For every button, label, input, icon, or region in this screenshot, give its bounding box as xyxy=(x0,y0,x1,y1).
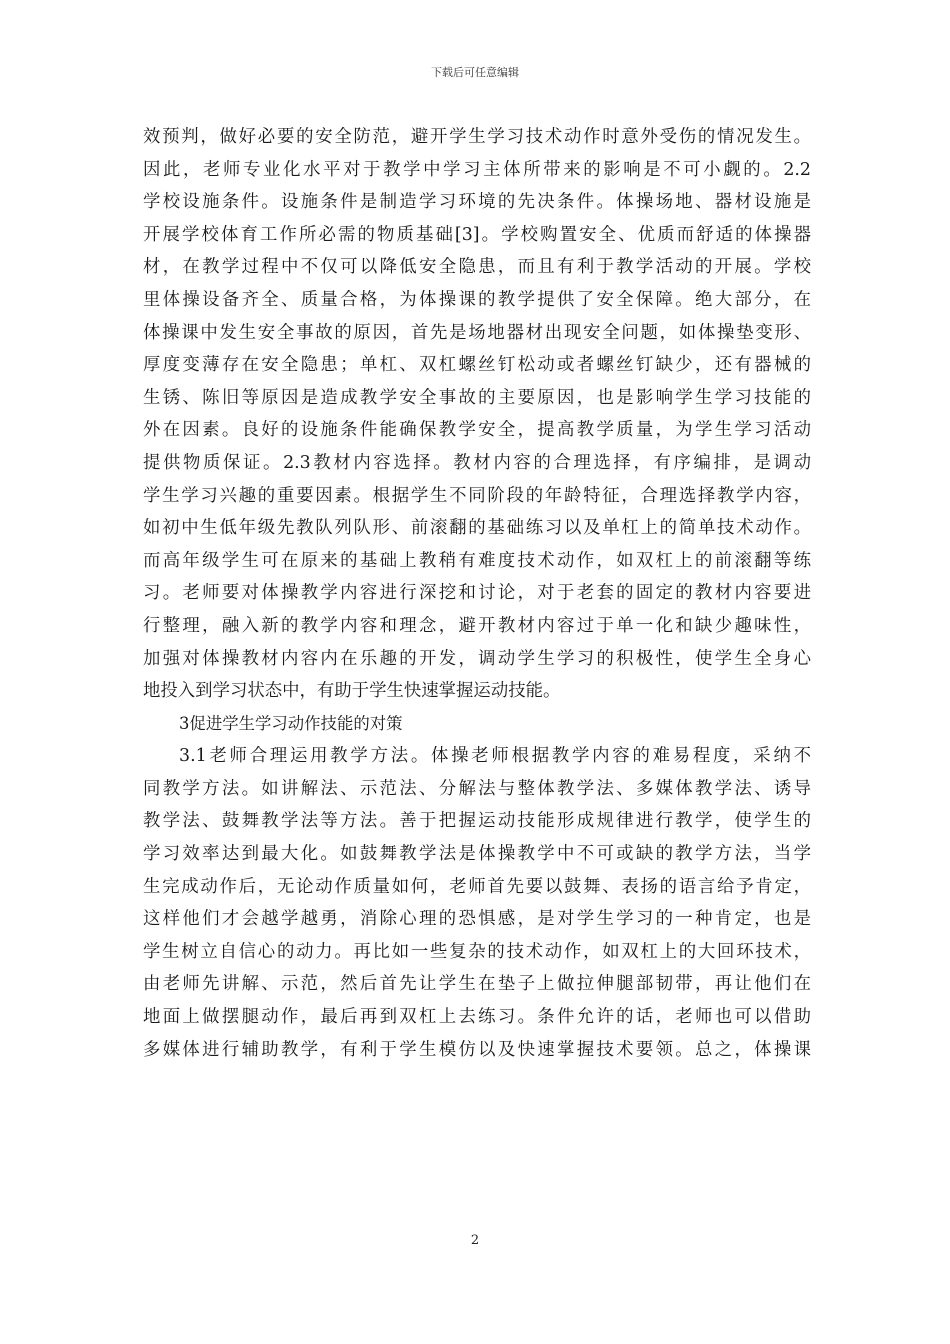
text-line: 因此，老师专业化水平对于教学中学习主体所带来的影响是不可小觑的。2.2 xyxy=(143,159,811,180)
text-line: 效预判，做好必要的安全防范，避开学生学习技术动作时意外受伤的情况发生。 xyxy=(143,127,811,147)
text-line: 学生树立自信心的动力。再比如一些复杂的技术动作，如双杠上的大回环技术， xyxy=(143,941,811,962)
page-header: 下载后可任意编辑 xyxy=(431,66,519,79)
text-line: 生锈、陈旧等原因是造成教学安全事故的主要原因，也是影响学生学习技能的 xyxy=(143,387,811,408)
text-line: 而高年级学生可在原来的基础上教稍有难度技术动作，如双杠上的前滚翻等练 xyxy=(143,550,811,571)
text-line: 习。老师要对体操教学内容进行深挖和讨论，对于老套的固定的教材内容要进 xyxy=(143,583,811,604)
text-line: 外在因素。良好的设施条件能确保教学安全，提高教学质量，为学生学习活动 xyxy=(143,420,811,441)
text-line: 开展学校体育工作所必需的物质基础[3]。学校购置安全、优质而舒适的体操器 xyxy=(143,224,811,245)
text-line: 学习效率达到最大化。如鼓舞教学法是体操教学中不可或缺的教学方法，当学 xyxy=(143,844,811,865)
text-line: 厚度变薄存在安全隐患；单杠、双杠螺丝钉松动或者螺丝钉缺少，还有器械的 xyxy=(143,355,811,376)
page-number: 2 xyxy=(470,1233,480,1248)
text-line: 地面上做摆腿动作，最后再到双杠上去练习。条件允许的话，老师也可以借助 xyxy=(143,1007,811,1028)
text-line: 教学法、鼓舞教学法等方法。善于把握运动技能形成规律进行教学，使学生的 xyxy=(143,811,811,832)
text-line: 由老师先讲解、示范，然后首先让学生在垫子上做拉伸腿部韧带，再让他们在 xyxy=(143,974,811,995)
body-text xyxy=(143,121,811,1066)
text-line: 学校设施条件。设施条件是制造学习环境的先决条件。体操场地、器材设施是 xyxy=(143,192,811,213)
text-line: 如初中生低年级先教队列队形、前滚翻的基础练习以及单杠上的简单技术动作。 xyxy=(143,518,811,539)
text-line: 学生学习兴趣的重要因素。根据学生不同阶段的年龄特征，合理选择教学内容， xyxy=(143,485,811,506)
text-line: 体操课中发生安全事故的原因，首先是场地器材出现安全问题，如体操垫变形、 xyxy=(143,322,811,343)
text-line: 里体操设备齐全、质量合格，为体操课的教学提供了安全保障。绝大部分，在 xyxy=(143,289,811,310)
text-line: 加强对体操教材内容内在乐趣的开发，调动学生学习的积极性，使学生全身心 xyxy=(143,648,811,669)
text-line: 多媒体进行辅助教学，有利于学生模仿以及快速掌握技术要领。总之，体操课 xyxy=(143,1039,811,1060)
section-heading: 3促进学生学习动作技能的对策 xyxy=(179,713,403,733)
text-line: 同教学方法。如讲解法、示范法、分解法与整体教学法、多媒体教学法、诱导 xyxy=(143,778,811,799)
text-line: 提供物质保证。2.3教材内容选择。教材内容的合理选择，有序编排，是调动 xyxy=(143,452,811,473)
text-line: 材，在教学过程中不仅可以降低安全隐患，而且有利于教学活动的开展。学校 xyxy=(143,257,811,278)
text-line: 这样他们才会越学越勇，消除心理的恐惧感，是对学生学习的一种肯定，也是 xyxy=(143,909,811,930)
text-line: 行整理，融入新的教学内容和理念，避开教材内容过于单一化和缺少趣味性， xyxy=(143,615,811,636)
text-line: 3.1老师合理运用教学方法。体操老师根据教学内容的难易程度，采纳不 xyxy=(179,746,811,767)
text-line: 地投入到学习状态中，有助于学生快速掌握运动技能。 xyxy=(143,681,561,702)
text-line: 生完成动作后，无论动作质量如何，老师首先要以鼓舞、表扬的语言给予肯定， xyxy=(143,876,811,897)
